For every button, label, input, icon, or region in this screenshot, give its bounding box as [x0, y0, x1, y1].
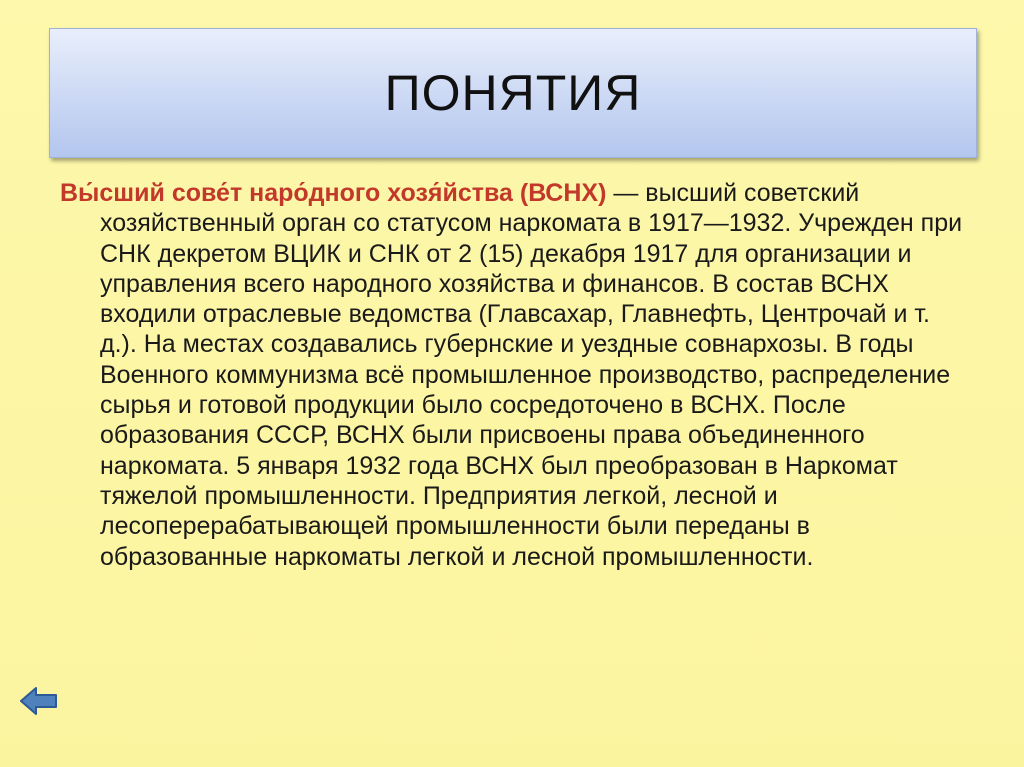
- back-button[interactable]: [20, 686, 58, 716]
- definition-term: Вы́сший сове́т наро́дного хозя́йства (ВСНХ): [60, 179, 607, 207]
- page-title: ПОНЯТИЯ: [384, 65, 642, 121]
- definition-paragraph: [60, 178, 965, 572]
- arrow-left-icon: [20, 686, 58, 716]
- title-box: [49, 28, 977, 158]
- definition-body: — высший советский хозяйственный орган со статусом наркомата в 1917—1932. Учрежден при СНК декретом ВЦИК и СНК от 2 (15) декабря 1917 для организации и управления всего народного хозяйства и финансов. В состав ВСНХ входили отраслевые ведомства (Главсахар, Главнефть, Центрочай и т. д.). На местах создавались губернские и уездные совнархозы. В годы Военного коммунизма всё промышленное производство, распределение сырья и готовой продукции было сосредоточено в ВСНХ. После образования СССР, ВСНХ были присвоены права объединенного наркомата. 5 января 1932 года ВСНХ был преобразован в Наркомат тяжелой промышленности. Предприятия легкой, лесной и лесоперерабатывающей промышленности были переданы в образованные наркоматы легкой и лесной промышленности.: [100, 179, 963, 571]
- content-area: [60, 178, 965, 572]
